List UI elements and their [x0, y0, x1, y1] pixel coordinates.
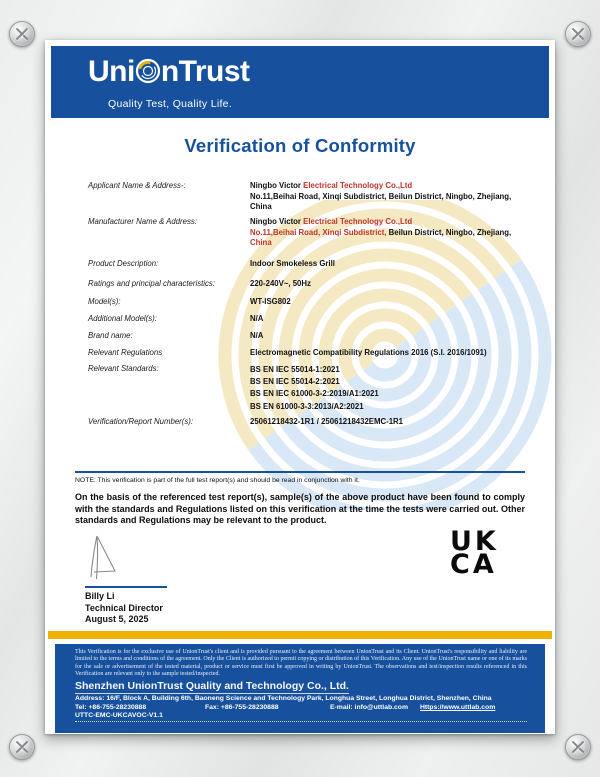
screw-top-right-icon [565, 21, 591, 47]
footer-fax: Fax: +86-755-28230888 [205, 704, 279, 711]
field-label: Verification/Report Number(s): [88, 417, 194, 426]
field-label: Ratings and principal characteristics: [88, 279, 215, 288]
field-value: N/A [250, 314, 264, 323]
globe-logo-icon [135, 58, 161, 84]
manufacturer-name-normal: Ningbo Victor [250, 217, 304, 226]
certificate-title: Verification of Conformity [184, 135, 416, 156]
footer-address: Address: 16/F, Block A, Building 6th, Baoneng Science and Technology Park, Longhua Street, Longhua District, Shenzhen, China [75, 695, 492, 702]
brand-tagline: Quality Test, Quality Life. [108, 98, 233, 110]
footer-tel: Tel: +86-755-28230888 [75, 704, 147, 711]
field-row-report-number [88, 417, 555, 428]
field-label: Model(s): [88, 297, 121, 306]
field-row-applicant [88, 181, 555, 213]
field-value: Electromagnetic Compatibility Regulations 2016 (S.I. 2016/1091) [250, 348, 487, 357]
applicant-address-line: No.11,Beihai Road, Xinqi Subdistrict, Beilun District, Ningbo, Zhejiang, [250, 191, 512, 201]
logo-text-uni: Uni [88, 55, 135, 88]
uniontrust-logo [88, 55, 250, 89]
manufacturer-address-normal: Beilun District, Ningbo, Zhejiang, [386, 227, 512, 237]
field-value [250, 181, 511, 213]
field-row-standards [88, 364, 555, 413]
note-block [75, 471, 525, 484]
signature-scribble [83, 532, 123, 582]
field-value: Indoor Smokeless Grill [250, 259, 335, 268]
field-value: 220-240V~, 50Hz [250, 279, 311, 288]
conformity-statement: On the basis of the referenced test report(s), sample(s) of the above product have been found to comply with the standards and Regulations listed on this verification at the time the tests were carried out. Other standards and Regulations may be relevant to the product. [75, 492, 525, 525]
standard-line: BS EN 61000-3-3:2013/A2:2021 [250, 402, 364, 411]
field-value [250, 364, 379, 413]
applicant-name-red: Electrical Technology Co.,Ltd [303, 181, 413, 190]
standard-line: BS EN IEC 61000-3-2:2019/A1:2021 [250, 389, 379, 398]
applicant-name-normal: Ningbo Victor [250, 181, 304, 190]
brand-banner [51, 46, 549, 118]
gold-divider-bar [48, 631, 552, 639]
signatory-date: August 5, 2025 [85, 614, 149, 624]
footer-doc-code: UTTC-EMC-UKCAVOC-V1.1 [75, 712, 163, 719]
field-label: Manufacturer Name & Address: [88, 217, 197, 226]
footer-dotted-rule [75, 721, 527, 722]
screw-bottom-left-icon [9, 734, 35, 760]
manufacturer-name-red: Electrical Technology Co.,Ltd [303, 217, 413, 226]
field-label: Additional Model(s): [88, 314, 157, 323]
field-row-additional-model [88, 314, 555, 325]
field-value [250, 217, 511, 249]
signatory-block [85, 591, 163, 626]
ukca-line-ca: CA [450, 549, 497, 580]
field-row-regulations [88, 348, 555, 359]
certificate-page [45, 40, 555, 734]
field-value: WT-ISG802 [250, 297, 291, 306]
field-row-ratings [88, 279, 555, 290]
applicant-country: China [250, 202, 272, 211]
signatory-name: Billy Li [85, 591, 115, 601]
field-row-manufacturer [88, 217, 555, 249]
field-value: 25061218432-1R1 / 25061218432EMC-1R1 [250, 417, 404, 426]
field-label: Applicant Name & Address-: [88, 181, 186, 190]
manufacturer-country: China [250, 238, 272, 247]
field-label: Relevant Regulations [88, 348, 163, 357]
field-row-product-description [88, 259, 555, 270]
standard-line: BS EN IEC 55014-2:2021 [250, 377, 340, 386]
field-label: Relevant Standards: [88, 364, 159, 373]
footer-disclaimer: This Verification is for the exclusive use of UnionTrust's client and is provided pursuant to the agreement between UnionTrust and its Client. UnionTrust's responsibility and liability are limited to the terms and conditions of the agreement. Only the Client is authorized to permit copying or distribution of this Verification. Any use of the UnionTrust name or one of its marks for the sale or advertisement of the tested material, product or service must first be approved in writing by UnionTrust. The observations and test/inspection results referenced in this Verification are relevant only to the sample tested/inspected. [75, 649, 527, 677]
manufacturer-address-red: No.11,Beihai Road, Xinqi Subdistrict, [250, 227, 387, 237]
logo-text-ntrust: nTrust [160, 55, 250, 88]
field-label: Brand name: [88, 331, 133, 340]
note-text: NOTE: This verification is part of the full test report(s) and should be read in conjunction with it. [75, 477, 360, 484]
standard-line: BS EN IEC 55014-1:2021 [250, 365, 340, 374]
footer-company-name: Shenzhen UnionTrust Quality and Technology Co., Ltd. [75, 680, 349, 692]
footer-website-link[interactable]: Https://www.uttlab.com [420, 704, 496, 711]
field-label: Product Description: [88, 259, 159, 268]
screw-bottom-right-icon [565, 734, 591, 760]
footer-email: E-mail: info@uttlab.com [330, 704, 408, 711]
ukca-line-uk: UK [450, 526, 499, 557]
screw-top-left-icon [9, 21, 35, 47]
footer-panel [55, 644, 545, 733]
signatory-title: Technical Director [85, 602, 163, 613]
signature-line [85, 586, 167, 588]
field-row-brand [88, 331, 555, 342]
ukca-mark [450, 526, 499, 580]
field-value: N/A [250, 331, 264, 340]
field-row-model [88, 297, 555, 308]
